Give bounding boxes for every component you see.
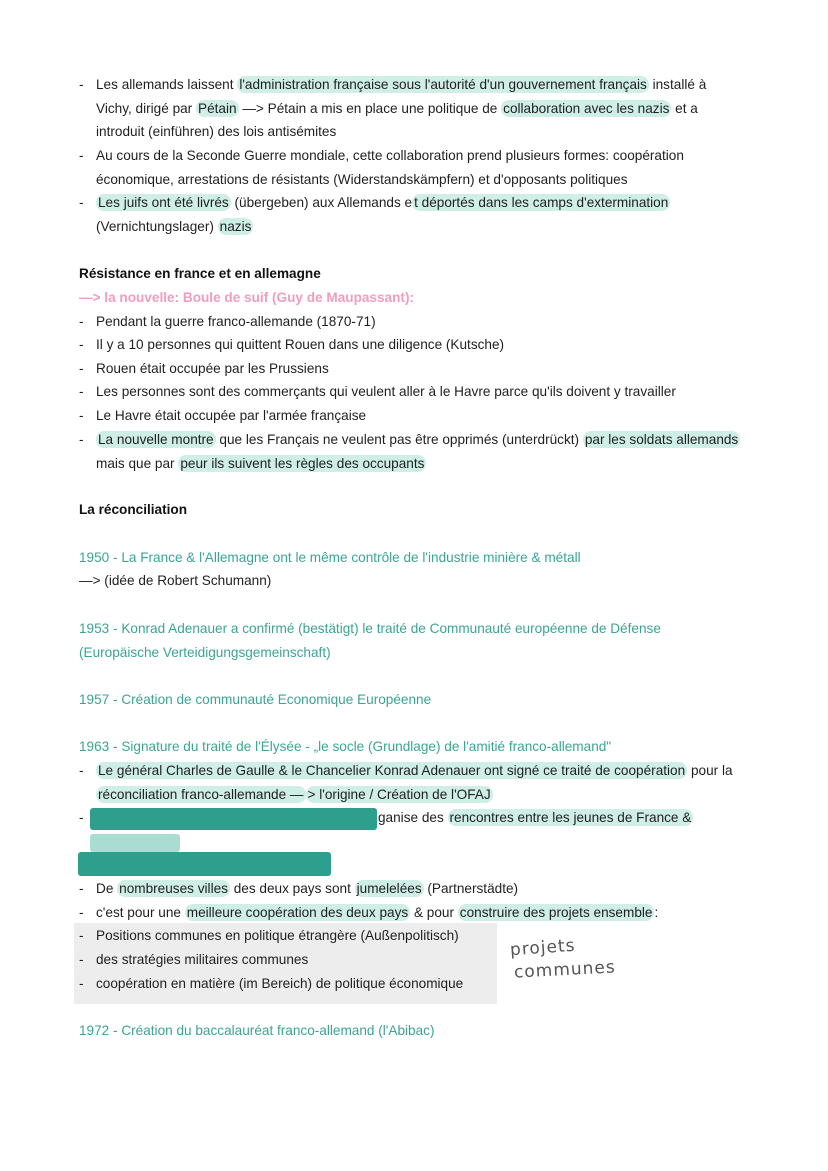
text-line [96, 170, 628, 190]
section-heading: La réconciliation [79, 502, 188, 517]
list-item: Il y a 10 personnes qui quittent Rouen dans une diligence (Kutsche) [96, 337, 505, 352]
text: Au cours de la Seconde Guerre mondiale, cette collaboration prend plusieurs formes: coopération [96, 148, 684, 163]
text-line [96, 454, 426, 474]
bullet: - [79, 408, 84, 423]
text: pour la [687, 763, 733, 778]
text: (übergeben) aux Allemands e [230, 195, 413, 210]
section-heading: Résistance en france et en allemagne [79, 266, 321, 281]
text: (Partnerstädte) [423, 881, 519, 896]
timeline-1972: 1972 - Création du baccalauréat franco-allemand (l'Abibac) [79, 1023, 435, 1038]
handwritten-note: projets [509, 935, 577, 961]
text: introduit (einführen) des lois antisémites [96, 124, 337, 139]
highlight: Les juifs ont été livrés [98, 195, 229, 210]
text: installé à [648, 77, 707, 92]
timeline-1953-cont: (Europäische Verteidigungsgemeinschaft) [79, 645, 331, 660]
redaction [90, 808, 377, 830]
bullet: - [79, 77, 84, 92]
text: mais que par [96, 456, 179, 471]
redaction [78, 852, 331, 876]
bullet: - [79, 976, 84, 991]
text: & pour [410, 905, 458, 920]
list-item: Pendant la guerre franco-allemande (1870-71) [96, 314, 376, 329]
text-line [96, 217, 253, 237]
highlight: jumelelées [356, 881, 422, 896]
text: c'est pour une [96, 905, 185, 920]
highlight: t déportés dans les camps d'extermination [414, 195, 669, 210]
list-item: Les personnes sont des commerçants qui veulent aller à le Havre parce qu'ils doivent y travailler [96, 384, 676, 399]
list-item: Positions communes en politique étrangère (Außenpolitisch) [96, 928, 459, 943]
highlight: rencontres entre les jeunes de France & [449, 810, 692, 825]
text: des deux pays sont [229, 881, 355, 896]
highlight: > l'origine / Création de l'OFAJ [307, 787, 491, 802]
text-line [96, 122, 336, 142]
list-item: coopération en matière (im Bereich) de politique économique [96, 976, 464, 991]
highlight: nombreuses villes [119, 881, 228, 896]
text-line [96, 879, 518, 899]
novel-title: —> la nouvelle: Boule de suif (Guy de Maupassant): [79, 290, 414, 305]
text-line [96, 75, 706, 95]
text-line [96, 146, 684, 166]
timeline-1953: 1953 - Konrad Adenauer a confirmé (bestätigt) le traité de Communauté européenne de Défense [79, 621, 661, 636]
highlight: l'administration française sous l'autorité d'un gouvernement français [239, 77, 647, 92]
highlight: nazis [219, 219, 252, 234]
highlight: construire des projets ensemble [459, 905, 653, 920]
bullet: - [79, 148, 84, 163]
text: que les Français ne veulent pas être opprimés (unterdrückt) [215, 432, 583, 447]
timeline-1950: 1950 - La France & l'Allemagne ont le même contrôle de l'industrie minière & métall [79, 550, 581, 565]
text-line [96, 193, 670, 213]
text: Les allemands laissent [96, 77, 238, 92]
redaction [90, 834, 180, 852]
highlight: La nouvelle montre [98, 432, 214, 447]
highlight: réconciliation franco-allemande — [98, 787, 304, 802]
highlight: Pétain [198, 101, 237, 116]
highlight: meilleure coopération des deux pays [186, 905, 409, 920]
text-line [96, 99, 698, 119]
timeline-1963: 1963 - Signature du traité de l'Élysée - „le socle (Grundlage) de l'amitié franco-allemand" [79, 739, 612, 754]
list-item: des stratégies militaires communes [96, 952, 309, 967]
bullet: - [79, 195, 84, 210]
bullet: - [79, 928, 84, 943]
bullet: - [79, 361, 84, 376]
highlight: par les soldats allemands [584, 432, 739, 447]
text: De [96, 881, 118, 896]
text: économique, arrestations de résistants (Widerstandskämpfern) et d'opposants politiques [96, 172, 628, 187]
bullet: - [79, 337, 84, 352]
text-line [96, 785, 493, 805]
text-line [96, 903, 658, 923]
text-line [96, 430, 740, 450]
text: : [654, 905, 659, 920]
text: Vichy, dirigé par [96, 101, 196, 116]
text: —> Pétain a mis en place une politique de [238, 101, 502, 116]
text-line [96, 761, 733, 781]
highlight: peur ils suivent les règles des occupants [180, 456, 425, 471]
bullet: - [79, 384, 84, 399]
text: et a [671, 101, 698, 116]
highlight: Le général Charles de Gaulle & le Chancelier Konrad Adenauer ont signé ce traité de coopération [98, 763, 686, 778]
bullet: - [79, 881, 84, 896]
bullet: - [79, 952, 84, 967]
text: ganise des [378, 810, 448, 825]
text: (Vernichtungslager) [96, 219, 218, 234]
text-line [378, 808, 693, 828]
highlight: collaboration avec les nazis [503, 101, 670, 116]
timeline-1957: 1957 - Création de communauté Economique Européenne [79, 692, 432, 707]
list-item: Le Havre était occupée par l'armée française [96, 408, 367, 423]
handwritten-note: communes [513, 957, 617, 983]
list-item: Rouen était occupée par les Prussiens [96, 361, 329, 376]
bullet: - [79, 314, 84, 329]
timeline-note: —> (idée de Robert Schumann) [79, 573, 272, 588]
bullet: - [79, 763, 84, 778]
bullet: - [79, 810, 84, 825]
bullet: - [79, 432, 84, 447]
bullet: - [79, 905, 84, 920]
